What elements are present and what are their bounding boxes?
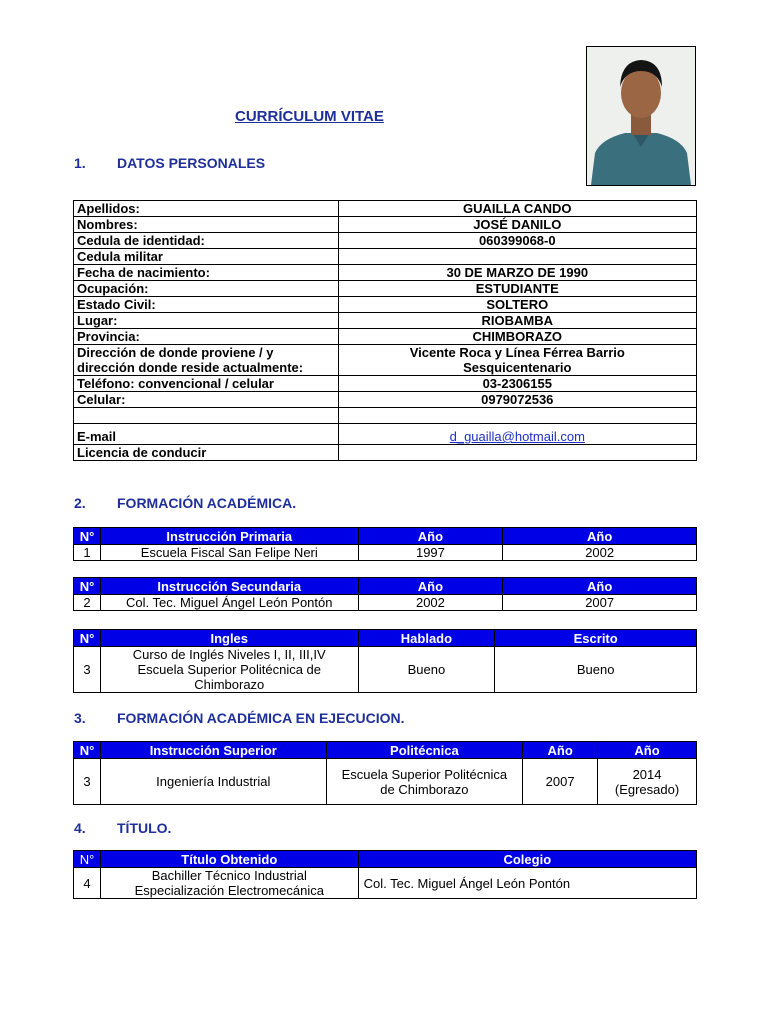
field-value: 30 DE MARZO DE 1990	[338, 265, 696, 281]
end-line: 2014	[632, 766, 662, 782]
school-cell	[326, 759, 523, 805]
column-header: Instrucción Primaria	[100, 528, 358, 545]
degree-line: Bachiller Técnico Industrial	[151, 868, 307, 883]
school-line: de Chimborazo	[380, 781, 469, 797]
field-value: 0979072536	[338, 392, 696, 408]
table-row	[74, 281, 697, 297]
end-year-cell	[598, 759, 697, 805]
table-row	[74, 424, 697, 445]
table-cell: 1	[74, 545, 101, 561]
table-row	[74, 313, 697, 329]
profile-photo	[586, 46, 696, 186]
column-header: N°	[74, 742, 101, 759]
column-header: Instrucción Secundaria	[100, 578, 358, 595]
table-cell: 2002	[503, 545, 697, 561]
degree-table	[73, 850, 697, 899]
table-cell: 2002	[358, 595, 503, 611]
field-label: Dirección de donde proviene / y	[74, 345, 339, 361]
school-line: Escuela Superior Politécnica	[341, 766, 508, 782]
column-header: N°	[74, 630, 101, 647]
table-row	[74, 392, 697, 408]
column-header: Escrito	[495, 630, 697, 647]
section-ongoing-heading	[74, 710, 405, 726]
column-header: Año	[503, 528, 697, 545]
field-label: Ocupación:	[74, 281, 339, 297]
table-cell: Bueno	[358, 647, 495, 693]
column-header: Instrucción Superior	[100, 742, 326, 759]
field-label	[74, 408, 339, 424]
column-header: Año	[523, 742, 598, 759]
higher-education-table	[73, 741, 697, 805]
field-label: Estado Civil:	[74, 297, 339, 313]
column-header: Año	[503, 578, 697, 595]
field-value	[338, 445, 696, 461]
column-header: Año	[358, 578, 503, 595]
table-cell: 2007	[523, 759, 598, 805]
section-number: 4.	[74, 820, 86, 836]
field-label: Celular:	[74, 392, 339, 408]
table-row	[74, 265, 697, 281]
field-value: Sesquicentenario	[338, 360, 696, 376]
table-cell: Col. Tec. Miguel Ángel León Pontón	[100, 595, 358, 611]
field-label: Nombres:	[74, 217, 339, 233]
table-row	[74, 445, 697, 461]
table-row	[74, 376, 697, 392]
table-row	[74, 345, 697, 361]
field-value: JOSÉ DANILO	[338, 217, 696, 233]
field-value: Vicente Roca y Línea Férrea Barrio	[338, 345, 696, 361]
table-row	[74, 647, 697, 693]
table-row	[74, 201, 697, 217]
field-label: Fecha de nacimiento:	[74, 265, 339, 281]
column-header: Año	[358, 528, 503, 545]
column-header: N°	[74, 578, 101, 595]
table-header-row	[74, 851, 697, 868]
table-row	[74, 759, 697, 805]
field-label: Cedula militar	[74, 249, 339, 265]
table-row	[74, 297, 697, 313]
section-number: 1.	[74, 155, 86, 171]
column-header: Hablado	[358, 630, 495, 647]
table-header-row	[74, 528, 697, 545]
section-personal-heading	[74, 155, 265, 171]
degree-line: Especialización Electromecánica	[134, 883, 324, 898]
section-number: 2.	[74, 495, 86, 511]
field-label: dirección donde reside actualmente:	[74, 360, 339, 376]
field-value: ESTUDIANTE	[338, 281, 696, 297]
end-line: (Egresado)	[614, 781, 680, 797]
table-cell: 4	[74, 868, 101, 899]
course-line: Escuela Superior Politécnica de	[137, 662, 322, 677]
column-header: Colegio	[358, 851, 696, 868]
section-title: FORMACIÓN ACADÉMICA EN EJECUCION.	[117, 710, 405, 726]
field-label: Cedula de identidad:	[74, 233, 339, 249]
field-label: Provincia:	[74, 329, 339, 345]
field-value: RIOBAMBA	[338, 313, 696, 329]
table-cell: Ingeniería Industrial	[100, 759, 326, 805]
field-label: Apellidos:	[74, 201, 339, 217]
person-photo-icon	[587, 47, 695, 185]
degree-cell	[100, 868, 358, 899]
english-table	[73, 629, 697, 693]
table-row	[74, 217, 697, 233]
column-header: Año	[598, 742, 697, 759]
field-value: SOLTERO	[338, 297, 696, 313]
table-cell: Bueno	[495, 647, 697, 693]
section-degree-heading	[74, 820, 171, 836]
field-value: 03-2306155	[338, 376, 696, 392]
table-row	[74, 360, 697, 376]
table-cell: 3	[74, 647, 101, 693]
field-label: Licencia de conducir	[74, 445, 339, 461]
table-header-row	[74, 578, 697, 595]
table-cell: Escuela Fiscal San Felipe Neri	[100, 545, 358, 561]
section-number: 3.	[74, 710, 86, 726]
section-title: DATOS PERSONALES	[117, 155, 266, 171]
table-row	[74, 249, 697, 265]
email-link[interactable]: d_guailla@hotmail.com	[338, 424, 696, 445]
course-cell	[100, 647, 358, 693]
field-label: Teléfono: convencional / celular	[74, 376, 339, 392]
column-header: Ingles	[100, 630, 358, 647]
table-row	[74, 408, 697, 424]
table-cell: 2007	[503, 595, 697, 611]
table-row	[74, 233, 697, 249]
field-value	[338, 408, 696, 424]
column-header: Politécnica	[326, 742, 523, 759]
document-title: CURRÍCULUM VITAE	[235, 108, 384, 125]
section-academic-heading	[74, 495, 296, 511]
personal-data-table	[73, 200, 697, 461]
table-row	[74, 329, 697, 345]
column-header: N°	[74, 851, 101, 868]
field-value: 060399068-0	[338, 233, 696, 249]
field-value	[338, 249, 696, 265]
table-row	[74, 545, 697, 561]
field-label: E-mail	[74, 424, 339, 445]
column-header: Título Obtenido	[100, 851, 358, 868]
table-header-row	[74, 630, 697, 647]
table-row	[74, 868, 697, 899]
field-value: GUAILLA CANDO	[338, 201, 696, 217]
table-cell: Col. Tec. Miguel Ángel León Pontón	[358, 868, 696, 899]
course-line: Chimborazo	[194, 677, 265, 692]
field-value: CHIMBORAZO	[338, 329, 696, 345]
field-label: Lugar:	[74, 313, 339, 329]
section-title: FORMACIÓN ACADÉMICA.	[117, 495, 297, 511]
table-header-row	[74, 742, 697, 759]
table-row	[74, 595, 697, 611]
primary-education-table	[73, 527, 697, 561]
course-line: Curso de Inglés Niveles I, II, III,IV	[132, 647, 326, 662]
table-cell: 2	[74, 595, 101, 611]
section-title: TÍTULO.	[117, 820, 172, 836]
secondary-education-table	[73, 577, 697, 611]
column-header: N°	[74, 528, 101, 545]
table-cell: 1997	[358, 545, 503, 561]
table-cell: 3	[74, 759, 101, 805]
